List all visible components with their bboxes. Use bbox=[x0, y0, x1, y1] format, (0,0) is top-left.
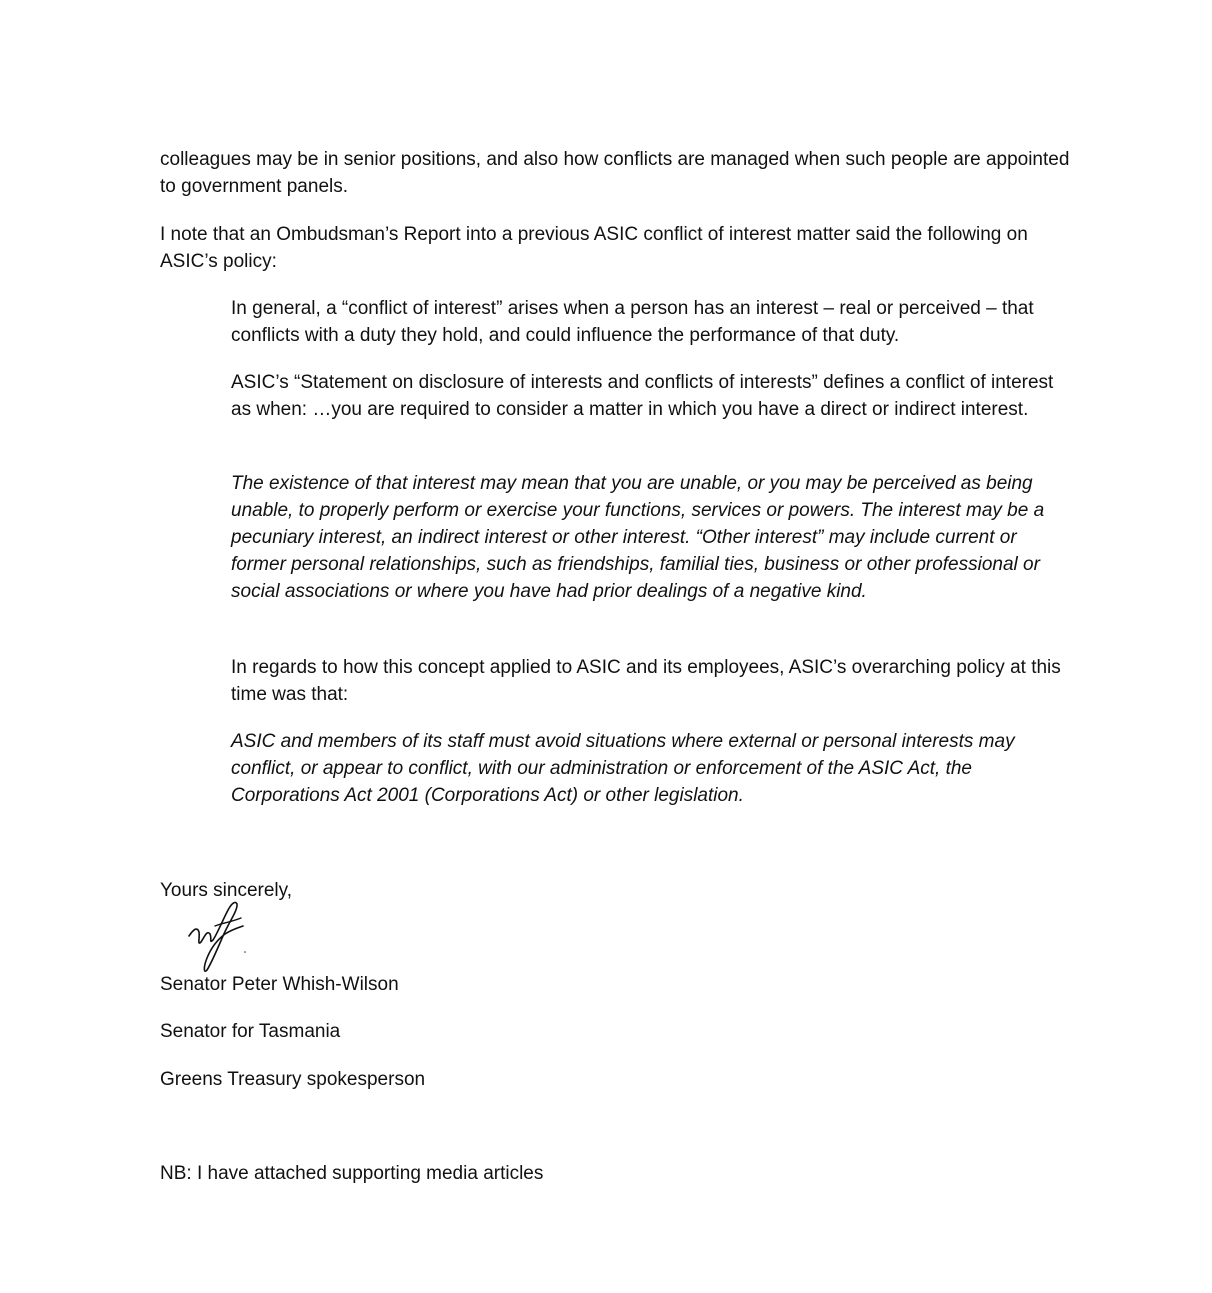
body-paragraph-1: colleagues may be in senior positions, and also how conflicts are managed when such people are appointed to government panels. bbox=[160, 149, 1070, 197]
quote-paragraph-5-italic: ASIC and members of its staff must avoid situations where external or personal interests may conflict, or appear to conflict, with our administration or enforcement of the ASIC Act, the Corporations Act 2001 (Corporations Act) or other legislation. bbox=[231, 731, 1015, 806]
signatory-title: Senator for Tasmania bbox=[160, 1021, 341, 1042]
quote-paragraph-3-italic: The existence of that interest may mean that you are unable, or you may be perceived as being unable, to properly perform or exercise your functions, services or powers. The interest may be a pecuniary interest, an indirect interest or other interest. “Other interest” may include current or former personal relationships, such as friendships, familial ties, business or other professional or social associations or where you have had prior dealings of a negative kind. bbox=[231, 473, 1045, 602]
quote-paragraph-1: In general, a “conflict of interest” arises when a person has an interest – real or perceived – that conflicts with a duty they hold, and could influence the performance of that duty. bbox=[231, 298, 1034, 346]
quote-paragraph-4: In regards to how this concept applied to ASIC and its employees, ASIC’s overarching policy at this time was that: bbox=[231, 657, 1061, 705]
attachment-note: NB: I have attached supporting media articles bbox=[160, 1163, 544, 1184]
signature-icon bbox=[183, 896, 253, 976]
closing-salutation: Yours sincerely, bbox=[160, 880, 293, 901]
quote-paragraph-2: ASIC’s “Statement on disclosure of interests and conflicts of interests” defines a conflict of interest as when: …you are required to consider a matter in which you have a direct or indirect interest. bbox=[231, 372, 1054, 420]
body-paragraph-2: I note that an Ombudsman’s Report into a previous ASIC conflict of interest matter said the following on ASIC’s policy: bbox=[160, 224, 1028, 272]
signatory-name: Senator Peter Whish-Wilson bbox=[160, 974, 399, 995]
signatory-role: Greens Treasury spokesperson bbox=[160, 1069, 426, 1090]
